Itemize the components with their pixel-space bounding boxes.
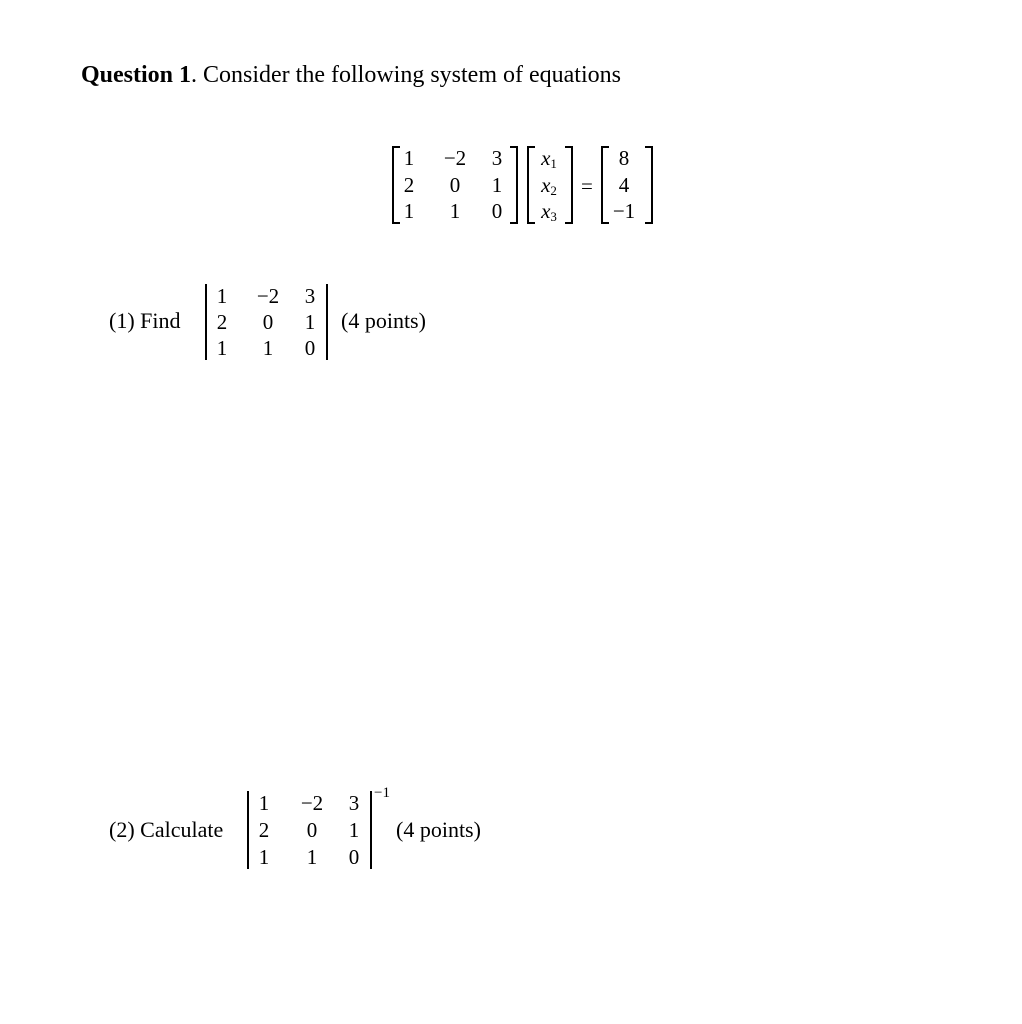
part2-inverse-exponent: −1 <box>374 785 390 801</box>
part1-matrix-cell: 0 <box>262 310 274 334</box>
part1-matrix-cell: 1 <box>262 336 274 360</box>
part2-matrix-cell: 1 <box>258 845 270 869</box>
equals-sign: = <box>581 174 593 198</box>
part1-matrix-cell: 1 <box>304 310 316 334</box>
part1-determinant-right-bar <box>326 284 328 360</box>
system-matrix-cell: 1 <box>449 199 461 223</box>
part1-matrix-cell: 2 <box>216 310 228 334</box>
system-matrix-right-bracket <box>510 146 518 224</box>
part1-determinant-matrix <box>205 284 325 360</box>
part2-matrix-cell: 0 <box>306 818 318 842</box>
rhs-value: 8 <box>618 146 630 170</box>
part2-matrix-cell: 1 <box>348 818 360 842</box>
system-matrix-cell: 1 <box>403 199 415 223</box>
system-matrix-cell: 1 <box>403 146 415 170</box>
rhs-value: −1 <box>612 199 636 223</box>
variable-x2: $x_2$ <box>541 173 557 198</box>
system-matrix-cell: 2 <box>403 173 415 197</box>
system-matrix-cell: 3 <box>491 146 503 170</box>
variable-x3: $x_3$ <box>541 199 557 224</box>
rhs-vector-right-bracket <box>645 146 653 224</box>
part2-matrix-cell: 3 <box>348 791 360 815</box>
rhs-value: 4 <box>618 173 630 197</box>
part2-matrix-cell: 1 <box>258 791 270 815</box>
part1-matrix-cell: 1 <box>216 284 228 308</box>
part2-matrix-cell: 0 <box>348 845 360 869</box>
variable-x1: $x_1$ <box>541 146 557 171</box>
question-text: . Consider the following system of equations <box>191 62 621 88</box>
part2-prefix: (2) Calculate <box>109 817 224 842</box>
part2-points: (4 points) <box>396 817 481 842</box>
part2-determinant-matrix <box>247 791 369 869</box>
question-number: Question 1 <box>81 62 192 88</box>
part1-points: (4 points) <box>341 308 426 333</box>
system-matrix-cell: −2 <box>443 146 467 170</box>
rhs-vector <box>601 146 651 224</box>
system-coefficient-matrix <box>392 146 512 224</box>
system-matrix-cell: 0 <box>449 173 461 197</box>
part2-matrix-cell: 1 <box>306 845 318 869</box>
part1-matrix-cell: 0 <box>304 336 316 360</box>
part2-matrix-cell: −2 <box>300 791 324 815</box>
part1-matrix-cell: 1 <box>216 336 228 360</box>
variable-vector-right-bracket <box>565 146 573 224</box>
part1-matrix-cell: −2 <box>256 284 280 308</box>
question-heading <box>81 60 621 90</box>
part1-prefix: (1) Find <box>109 308 181 333</box>
system-matrix-cell: 0 <box>491 199 503 223</box>
part1-matrix-cell: 3 <box>304 284 316 308</box>
system-matrix-cell: 1 <box>491 173 503 197</box>
part2-determinant-right-bar <box>370 791 372 869</box>
part2-matrix-cell: 2 <box>258 818 270 842</box>
